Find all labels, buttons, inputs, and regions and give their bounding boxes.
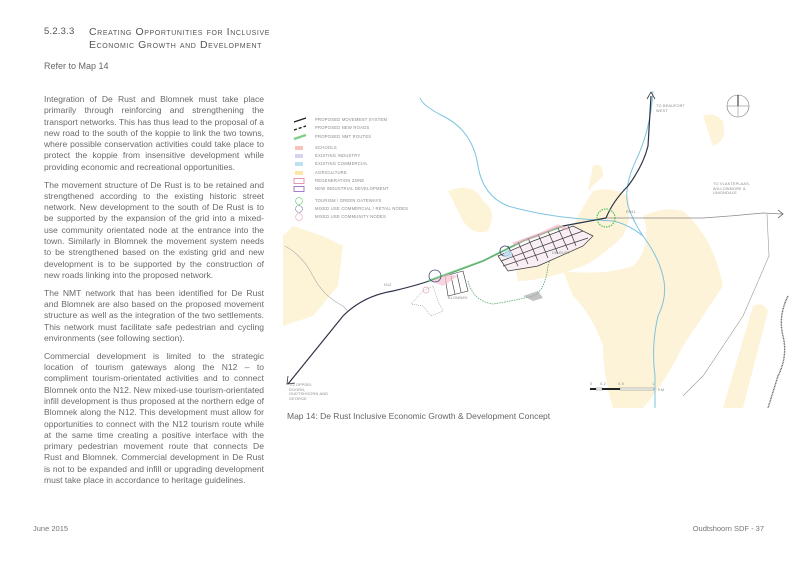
legend-proposed-nmt-routes: PROPOSED NMT ROUTES bbox=[292, 133, 442, 141]
fill-swatch-icon bbox=[292, 169, 308, 177]
legend-schools: SCHOOLS bbox=[292, 144, 442, 152]
legend-tourism-gateways: TOURISM / GREEN GATEWAYS bbox=[292, 197, 442, 205]
footer-date: June 2015 bbox=[33, 524, 69, 533]
legend-proposed-new-roads: PROPOSED NEW ROADS bbox=[292, 124, 442, 132]
circle-icon bbox=[292, 205, 308, 213]
section-title bbox=[89, 26, 349, 52]
outline-box-icon bbox=[292, 185, 308, 193]
footer-page-number: Oudtshoorn SDF - 37 bbox=[692, 524, 764, 533]
map-reference: Refer to Map 14 bbox=[44, 61, 109, 71]
label-r341: R341 bbox=[626, 210, 636, 214]
legend-mixed-use-commercial-nodes: MIXED USE COMMERCIAL / RETAIL NODES bbox=[292, 205, 442, 213]
label-de-rust: DE RUST bbox=[552, 251, 571, 255]
label-to-beaufort-west: TO BEAUFORT WEST bbox=[656, 104, 685, 113]
legend-mixed-use-community-nodes: MIXED USE COMMUNITY NODES bbox=[292, 213, 442, 221]
outline-box-icon bbox=[292, 177, 308, 185]
thick-line-icon bbox=[292, 133, 308, 141]
circle-icon bbox=[292, 197, 308, 205]
section-title-line-2: Economic Growth and Development bbox=[89, 39, 262, 51]
label-to-vlakteplaas: TO VLAKTEPLAAS, WILLOWMORE & UNIONDALE bbox=[713, 182, 751, 195]
section-number: 5.2.3.3 bbox=[44, 26, 75, 37]
scale-unit: KM bbox=[658, 388, 665, 392]
map-caption: Map 14: De Rust Inclusive Economic Growth & Development Concept bbox=[287, 411, 551, 421]
solid-line-icon bbox=[292, 116, 308, 124]
legend-agriculture: AGRICULTURE bbox=[292, 169, 442, 177]
scale-tick-1: 1 bbox=[652, 382, 655, 386]
fill-swatch-icon bbox=[292, 160, 308, 168]
section-title-line-1: Creating Opportunities for Inclusive bbox=[89, 26, 271, 38]
dashed-line-icon bbox=[292, 124, 308, 132]
body-text bbox=[44, 94, 264, 493]
fill-swatch-icon bbox=[292, 144, 308, 152]
paragraph-nmt-network: The NMT network that has been identified for De Rust and Blomnek are also based on the proposed movement structure as well as the integration of the two settlements. This network must facilitate safe pedestrian and cycling environments (see following section). bbox=[44, 287, 264, 343]
label-n12: N12 bbox=[384, 283, 392, 287]
map-legend bbox=[292, 116, 442, 222]
label-blomnek: BLOMNEK bbox=[448, 296, 468, 300]
paragraph-integration: Integration of De Rust and Blomnek must take place primarily through reinforcing and strengthening the transport networks. This has thus lead to the proposal of a new road to the south of the koppie to link the two towns, where possible conservation activities could take place to protect the koppie from insensitive development while providing economic and recreational opportunities. bbox=[44, 94, 264, 172]
fill-swatch-icon bbox=[292, 152, 308, 160]
label-to-oudtshoorn: TO OPPDEL DOORN, OUDTSHOORN AND GEORGE bbox=[289, 383, 329, 401]
legend-proposed-movement-system: PROPOSED MOVEMENT SYSTEM bbox=[292, 116, 442, 124]
paragraph-commercial-development: Commercial development is limited to the strategic location of tourism gateways along the N12 – to compliment tourism-orientated activities and to connect Blomnek onto the N12. New mixed-use tourism-orientated infill development is thus proposed at the northern edge of Blomnek along the N12. This development must allow for opportunities to connect with the N12 tourism route while at the same time creating a positive interface with the primary pedestrian movement route that connects De Rust and Blomnek. Commercial development in De Rust is not to be expanded and infill or upgrading development must take place in accordance to heritage guidelines. bbox=[44, 350, 264, 485]
legend-existing-industry: EXISTING INDUSTRY bbox=[292, 152, 442, 160]
scale-tick-0-5: 0.5 bbox=[618, 382, 624, 386]
circle-icon bbox=[292, 213, 308, 221]
scale-tick-0: 0 bbox=[590, 382, 593, 386]
legend-existing-commercial: EXISTING COMMERCIAL bbox=[292, 160, 442, 168]
legend-new-industrial-development: NEW INDUSTRIAL DEVELOPMENT bbox=[292, 185, 442, 193]
scale-tick-0-2: 0.2 bbox=[600, 382, 606, 386]
paragraph-movement-structure: The movement structure of De Rust is to be retained and strengthened according to the existing historic street network. New development to the south of De Rust is to be supported by the expansion of the grid into a mixed-use community orientated node at the entrance into the town. Similarly in Blomnek the movement system needs to be strengthened based on the existing grid and new development is to be supported by the construction of new roads linking into the proposed network. bbox=[44, 179, 264, 280]
legend-regeneration-zone: REGENERATION ZONE bbox=[292, 177, 442, 185]
